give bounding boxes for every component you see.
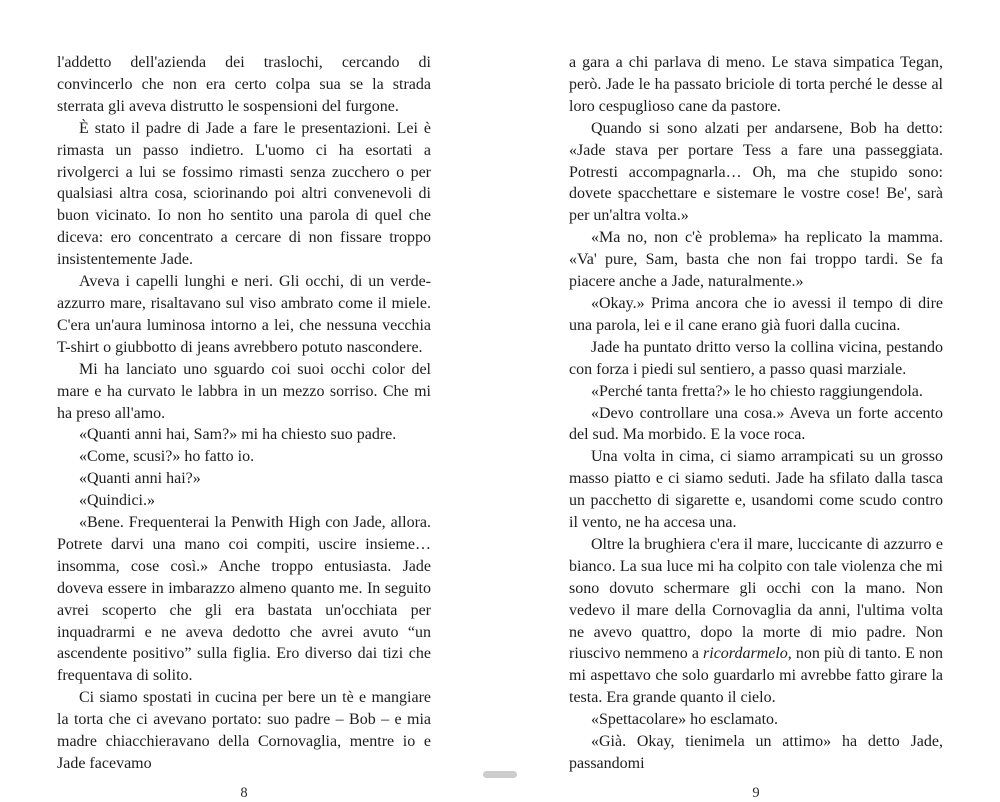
paragraph: «Okay.» Prima ancora che io avessi il tempo di dire una parola, lei e il cane erano già fuori dalla cucina. xyxy=(569,294,943,334)
paragraph: «Quanti anni hai?» xyxy=(79,470,201,488)
page-left xyxy=(57,52,431,802)
paragraph: «Spettacolare» ho esclamato. xyxy=(591,711,779,729)
page-number-left: 8 xyxy=(240,784,248,801)
paragraph: a gara a chi parlava di meno. Le stava simpatica Tegan, però. Jade le ha passato briciole di torta perché le desse al loro cespuglioso cane da pastore. xyxy=(569,54,943,115)
paragraph: Mi ha lanciato uno sguardo coi suoi occhi color del mare e ha curvato le labbra in un mezzo sorriso. Che mi ha preso all'amo. xyxy=(57,360,431,422)
page-right xyxy=(569,52,943,802)
page-right-text xyxy=(569,52,943,775)
paragraph: l'addetto dell'azienda dei traslochi, cercando di convincerlo che non era certo colpa sua se la strada sterrata gli aveva distrutto le sospensioni del furgone. xyxy=(57,54,431,115)
scrollbar-thumb[interactable] xyxy=(483,771,517,778)
page-left-text xyxy=(57,52,431,775)
paragraph: «Quindici.» xyxy=(79,492,155,510)
paragraph: Oltre la brughiera c'era il mare, luccicante di azzurro e bianco. La sua luce mi ha colpito con tale violenza che mi sono dovuto schermare gli occhi con la mano. Non vedevo il mare della Cornovaglia da anni, l'ultima volta ne avevo quattro, dopo la morte di mio padre. Non riuscivo nemmeno a ricordarmelo, non più di tanto. E non mi aspettavo che solo guardarlo mi avrebbe fatto girare la testa. Era grande quanto il cielo. xyxy=(569,535,943,707)
paragraph: Ci siamo spostati in cucina per bere un tè e mangiare la torta che ci avevano portato: suo padre – Bob – e mia madre chiacchieravano della Cornovaglia, mentre io e Jade facevamo xyxy=(57,689,431,772)
paragraph: Una volta in cima, ci siamo arrampicati su un grosso masso piatto e ci siamo seduti. Jade ha sfilato dalla tasca un pacchetto di sigarette e, usandomi come scudo contro il vento, ne ha accesa una. xyxy=(569,448,943,532)
paragraph: Jade ha puntato dritto verso la collina vicina, pestando con forza i piedi sul sentiero, a passo quasi marziale. xyxy=(569,338,943,378)
paragraph: «Devo controllare una cosa.» Aveva un forte accento del sud. Ma morbido. E la voce roca. xyxy=(569,404,943,444)
paragraph: «Già. Okay, tienimela un attimo» ha detto Jade, passandomi xyxy=(569,733,943,772)
page-number-right: 9 xyxy=(752,784,760,801)
paragraph: «Come, scusi?» ho fatto io. xyxy=(79,448,255,466)
paragraph: «Bene. Frequenterai la Penwith High con Jade, allora. Potrete darvi una mano coi compiti, uscire insieme… insomma, cose così.» Anche troppo entusiasta. Jade doveva essere in imbarazzo almeno quanto me. In seguito avrei scoperto che gli era bastata un'occhiata per inquadrarmi e ne aveva dedotto che avrei avuto “un ascendente positivo” sulla figlia. Ero diverso dai tizi che frequentava di solito. xyxy=(57,514,431,685)
paragraph: «Ma no, non c'è problema» ha replicato la mamma. «Va' pure, Sam, basta che non fai troppo tardi. Se fa piacere anche a Jade, naturalmente.» xyxy=(569,229,943,291)
paragraph: Quando si sono alzati per andarsene, Bob ha detto: «Jade stava per portare Tess a fare una passeggiata. Potresti accompagnarla… Oh, ma che stupido sono: dovete spacchettare e sistemare le vostre cose! Be', sarà per un'altra volta.» xyxy=(569,119,943,225)
paragraph: È stato il padre di Jade a fare le presentazioni. Lei è rimasta un passo indietro. L'uomo ci ha esortati a rivolgerci a lui se fossimo rimasti senza zucchero o per qualsiasi altra cosa, sciorinando poi altri convenevoli di buon vicinato. Io non ho sentito una parola di quel che diceva: ero concentrato a cercare di non fissare troppo insistentemente Jade. xyxy=(57,119,431,269)
paragraph: «Perché tanta fretta?» le ho chiesto raggiungendola. xyxy=(591,382,923,400)
paragraph: Aveva i capelli lunghi e neri. Gli occhi, di un verde-azzurro mare, risaltavano sul viso ambrato come il miele. C'era un'aura luminosa intorno a lei, che nessuna vecchia T-shirt o giubbotto di jeans avrebbero potuto nascondere. xyxy=(57,273,431,356)
paragraph: «Quanti anni hai, Sam?» mi ha chiesto suo padre. xyxy=(79,426,397,444)
